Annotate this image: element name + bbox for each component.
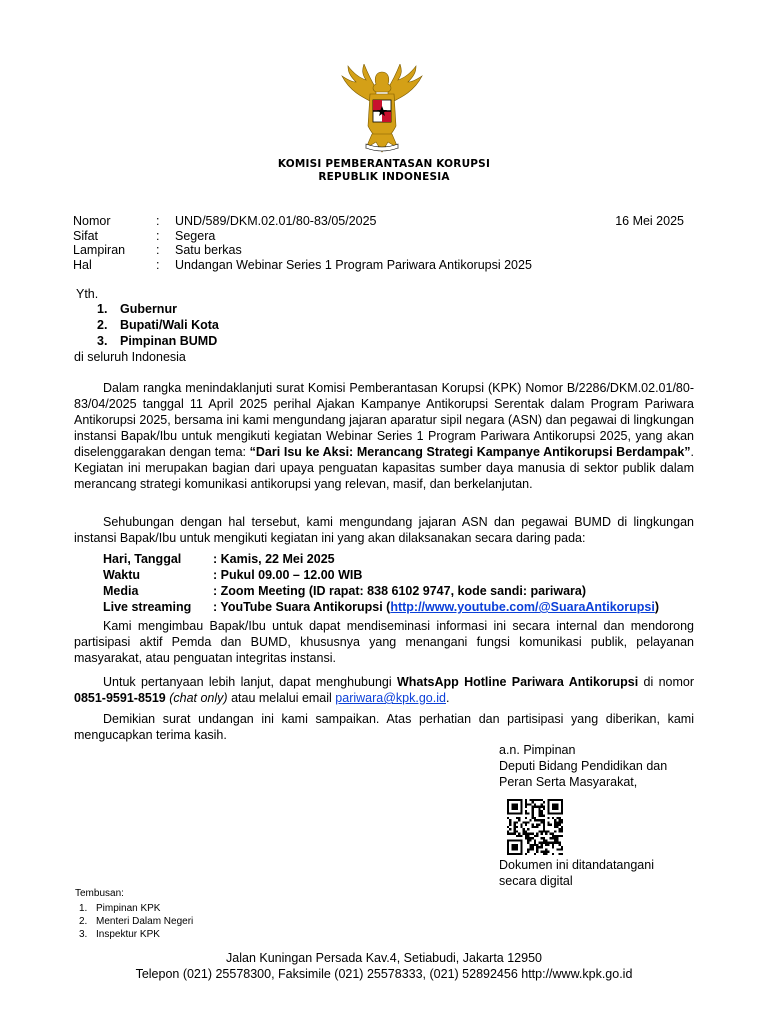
recipient-location: di seluruh Indonesia [74,350,186,364]
meta-nomor [73,214,532,229]
event-details [103,551,659,615]
list-item: 3. Pimpinan BUMD [97,334,218,348]
paragraph-closing: Demikian surat undangan ini kami sampaikan. Atas perhatian dan partisipasi yang diberikan, kami mengucapkan terima kasih. [74,712,694,742]
hotline-number: 0851-9591-8519 [74,691,166,705]
paragraph-invitation: Sehubungan dengan hal tersebut, kami mengundang jajaran ASN dan pegawai BUMD di lingkungan instansi Bapak/Ibu untuk mengikuti kegiatan ini yang akan dilaksanakan secara daring pada: [74,515,694,545]
signature-block: a.n. Pimpinan Deputi Bidang Pendidikan dan Peran Serta Masyarakat, [499,743,668,789]
list-item: 1. Gubernur [97,302,177,316]
meta-colon: : [156,243,160,257]
paragraph-intro: Dalam rangka menindaklanjuti surat Komisi Pemberantasan Korupsi (KPK) Nomor B/2286/DKM.02.01/80-83/04/2025 tanggal 11 April 2025 perihal Ajakan Kampanye Antikorupsi Serentak dalam Program Pariwara Antikorupsi 2025, bersama ini kami mengundang jajaran aparatur sipil negara (ASN) dan pegawai di lingkungan instansi Bapak/Ibu untuk mengikuti kegiatan Webinar Series 1 Program Pariwara Antikorupsi 2025, yang akan diselenggarakan dengan tema: “Dari Isu ke Aksi: Merancang Strategi Kampanye Antikorupsi Berdampak”. Kegiatan ini merupakan bagian dari upaya penguatan kapasitas sumber daya manusia di sektor publik dalam merancang strategi komunikasi antikorupsi yang relevan, masif, dan berkelanjutan. [74,381,694,491]
letter-footer [0,950,768,982]
meta-value: Segera [175,228,216,243]
meta-lampiran [73,243,532,258]
salutation: Yth. [76,287,99,301]
meta-label: Nomor [73,214,111,228]
detail-row-live: Live streaming : YouTube Suara Antikorupsi ( http://www.youtube.com/@SuaraAntikorupsi ) [103,600,660,614]
digital-signature-note: Dokumen ini ditandatangani secara digital [499,858,654,888]
meta-label: Lampiran [73,243,126,257]
list-item: 2. Bupati/Wali Kota [97,318,219,332]
meta-hal [73,258,532,273]
meta-colon: : [156,214,160,228]
paragraph-contact: Untuk pertanyaan lebih lanjut, dapat menghubungi WhatsApp Hotline Pariwara Antikorupsi di nomor 0851-9591-8519 (chat only) atau melalui email pariwara@kpk.go.id. [74,675,694,705]
meta-value: UND/589/DKM.02.01/80-83/05/2025 [175,214,377,228]
paragraph-appeal: Kami mengimbau Bapak/Ibu untuk dapat mendiseminasi informasi ini secara internal dan mendorong partisipasi aktif Pemda dan BUMD, khususnya yang menangani fungsi komunikasi publik, pelayanan masyarakat, atau penguatan integritas instansi. [74,619,694,665]
youtube-link[interactable]: http://www.youtube.com/@SuaraAntikorupsi [390,600,655,614]
footer-address: Jalan Kuningan Persada Kav.4, Setiabudi, Jakarta 12950 [226,951,542,965]
tembusan-title: Tembusan: [75,888,124,899]
footer-contact: Telepon (021) 25578300, Faksimile (021) 25578333, (021) 52892456 http://www.kpk.go.id [135,967,633,981]
tembusan-list [79,902,193,941]
webinar-theme: “Dari Isu ke Aksi: Merancang Strategi Kampanye Antikorupsi Berdampak” [249,445,691,459]
hotline-name: WhatsApp Hotline Pariwara Antikorupsi [396,675,639,689]
list-item: 1. Pimpinan KPK [79,903,161,914]
letter-meta [73,214,532,272]
detail-row: Hari, Tanggal : Kamis, 22 Mei 2025 [103,552,335,566]
meta-colon: : [156,257,160,272]
detail-row: Waktu : Pukul 09.00 – 12.00 WIB [103,568,363,582]
list-item: 3. Inspektur KPK [79,929,160,940]
organization-header [0,158,768,184]
org-country: REPUBLIK INDONESIA [318,171,450,183]
org-name: KOMISI PEMBERANTASAN KORUPSI [277,158,491,170]
meta-colon: : [156,228,160,243]
meta-value: Satu berkas [175,243,242,257]
recipient-list [97,301,219,349]
letter-date: 16 Mei 2025 [615,214,684,228]
qr-code-icon [507,799,563,855]
meta-label: Hal [73,257,92,272]
tembusan-block [75,887,193,941]
garuda-emblem-icon [336,64,428,154]
meta-label: Sifat [73,228,99,243]
email-link[interactable]: pariwara@kpk.go.id [335,691,446,705]
meta-sifat [73,229,532,244]
detail-row: Media : Zoom Meeting (ID rapat: 838 6102 9747, kode sandi: pariwara) [103,584,587,598]
meta-value: Undangan Webinar Series 1 Program Pariwara Antikorupsi 2025 [175,257,532,272]
list-item: 2. Menteri Dalam Negeri [79,916,194,927]
